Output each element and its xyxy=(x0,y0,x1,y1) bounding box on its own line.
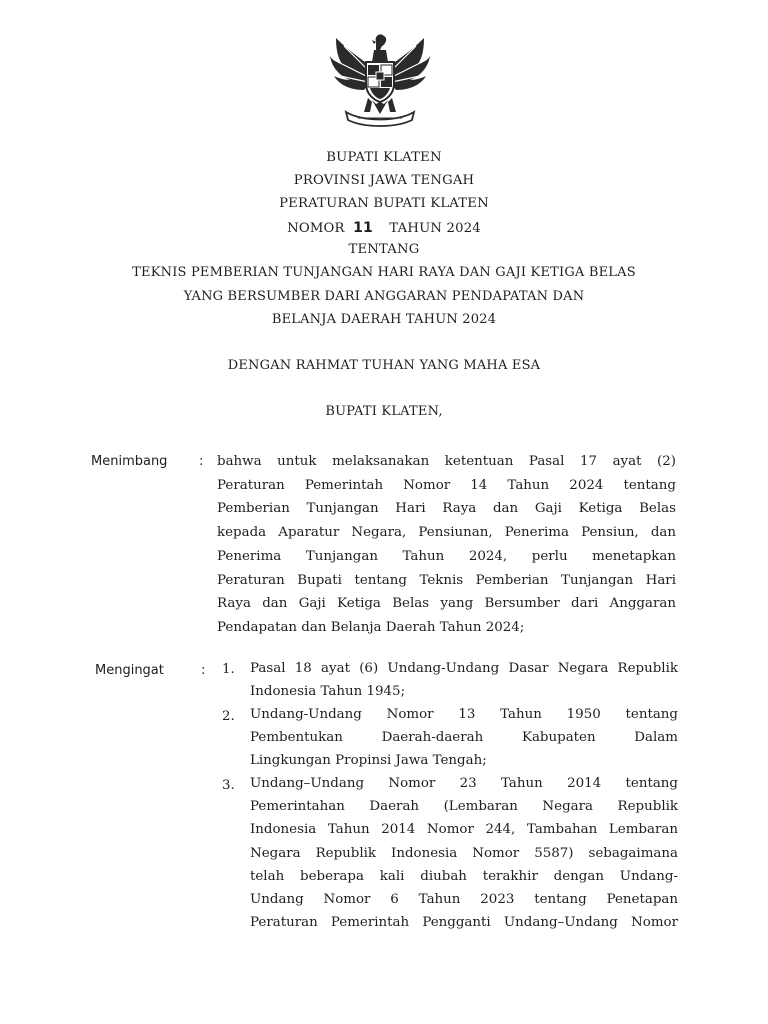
menimbang-line: Pendapatan dan Belanja Daerah Tahun 2024; xyxy=(217,619,525,635)
mengingat-item-3-number: 3. xyxy=(222,778,235,793)
item-line: Undang–Undang Nomor 23 Tahun 2014 tentang xyxy=(250,776,678,791)
nomor-value: 11 xyxy=(353,220,373,236)
nomor-tahun: TAHUN 2024 xyxy=(389,221,481,236)
item-line: Indonesia Tahun 1945; xyxy=(250,684,406,700)
item-line: telah beberapa kali diubah terakhir dengan Undang- xyxy=(250,868,678,884)
menimbang-line: Pemberian Tunjangan Hari Raya dan Gaji Ketiga Belas xyxy=(217,501,676,517)
item-line: Undang Nomor 6 Tahun 2023 tentang Penetapan xyxy=(250,892,678,908)
header-tentang: TENTANG xyxy=(348,242,420,257)
item-line: Pasal 18 ayat (6) Undang-Undang Dasar Negara Republik xyxy=(250,661,678,676)
mengingat-item-2-number: 2. xyxy=(222,709,235,724)
item-line: Pemerintahan Daerah (Lembaran Negara Republik xyxy=(250,799,678,815)
menimbang-line: Penerima Tunjangan Tahun 2024, perlu menetapkan xyxy=(217,548,676,564)
item-line: Lingkungan Propinsi Jawa Tengah; xyxy=(250,753,487,769)
mengingat-item-2 xyxy=(250,703,678,773)
mengingat-item-1-number: 1. xyxy=(222,662,235,677)
rahmat-heading: DENGAN RAHMAT TUHAN YANG MAHA ESA xyxy=(227,358,541,373)
title-line-1: TEKNIS PEMBERIAN TUNJANGAN HARI RAYA DAN GAJI KETIGA BELAS xyxy=(132,265,636,280)
menimbang-line: kepada Aparatur Negara, Pensiunan, Penerima Pensiun, dan xyxy=(217,525,676,541)
mengingat-item-3 xyxy=(250,772,678,934)
item-line: Pembentukan Daerah-daerah Kabupaten Dalam xyxy=(250,730,678,746)
title-line-2: YANG BERSUMBER DARI ANGGARAN PENDAPATAN DAN xyxy=(183,289,585,304)
header-peraturan: PERATURAN BUPATI KLATEN xyxy=(279,196,489,211)
header-nomor xyxy=(0,220,768,236)
item-line: Indonesia Tahun 2014 Nomor 244, Tambahan Lembaran xyxy=(250,822,678,838)
menimbang-paragraph xyxy=(217,450,676,640)
menimbang-line: bahwa untuk melaksanakan ketentuan Pasal 17 ayat (2) xyxy=(217,454,676,469)
item-line: Peraturan Pemerintah Pengganti Undang–Undang Nomor xyxy=(250,915,678,931)
mengingat-item-1 xyxy=(250,657,678,703)
menimbang-line: Raya dan Gaji Ketiga Belas yang Bersumber dari Anggaran xyxy=(217,596,676,612)
header-provinsi: PROVINSI JAWA TENGAH xyxy=(293,173,475,188)
header-bupati: BUPATI KLATEN xyxy=(326,150,442,165)
title-line-3: BELANJA DAERAH TAHUN 2024 xyxy=(271,312,497,327)
mengingat-label: Mengingat xyxy=(95,663,164,678)
mengingat-colon: : xyxy=(201,663,206,678)
menimbang-line: Peraturan Bupati tentang Teknis Pemberian Tunjangan Hari xyxy=(217,572,676,588)
garuda-emblem-icon xyxy=(322,32,438,128)
menimbang-label: Menimbang xyxy=(91,454,168,469)
menimbang-colon: : xyxy=(199,454,204,469)
item-line: Undang-Undang Nomor 13 Tahun 1950 tentang xyxy=(250,707,678,722)
menimbang-line: Peraturan Pemerintah Nomor 14 Tahun 2024 tentang xyxy=(217,477,676,493)
bupati-heading: BUPATI KLATEN, xyxy=(325,404,443,419)
item-line: Negara Republik Indonesia Nomor 5587) sebagaimana xyxy=(250,845,678,861)
nomor-label: NOMOR xyxy=(287,221,345,236)
